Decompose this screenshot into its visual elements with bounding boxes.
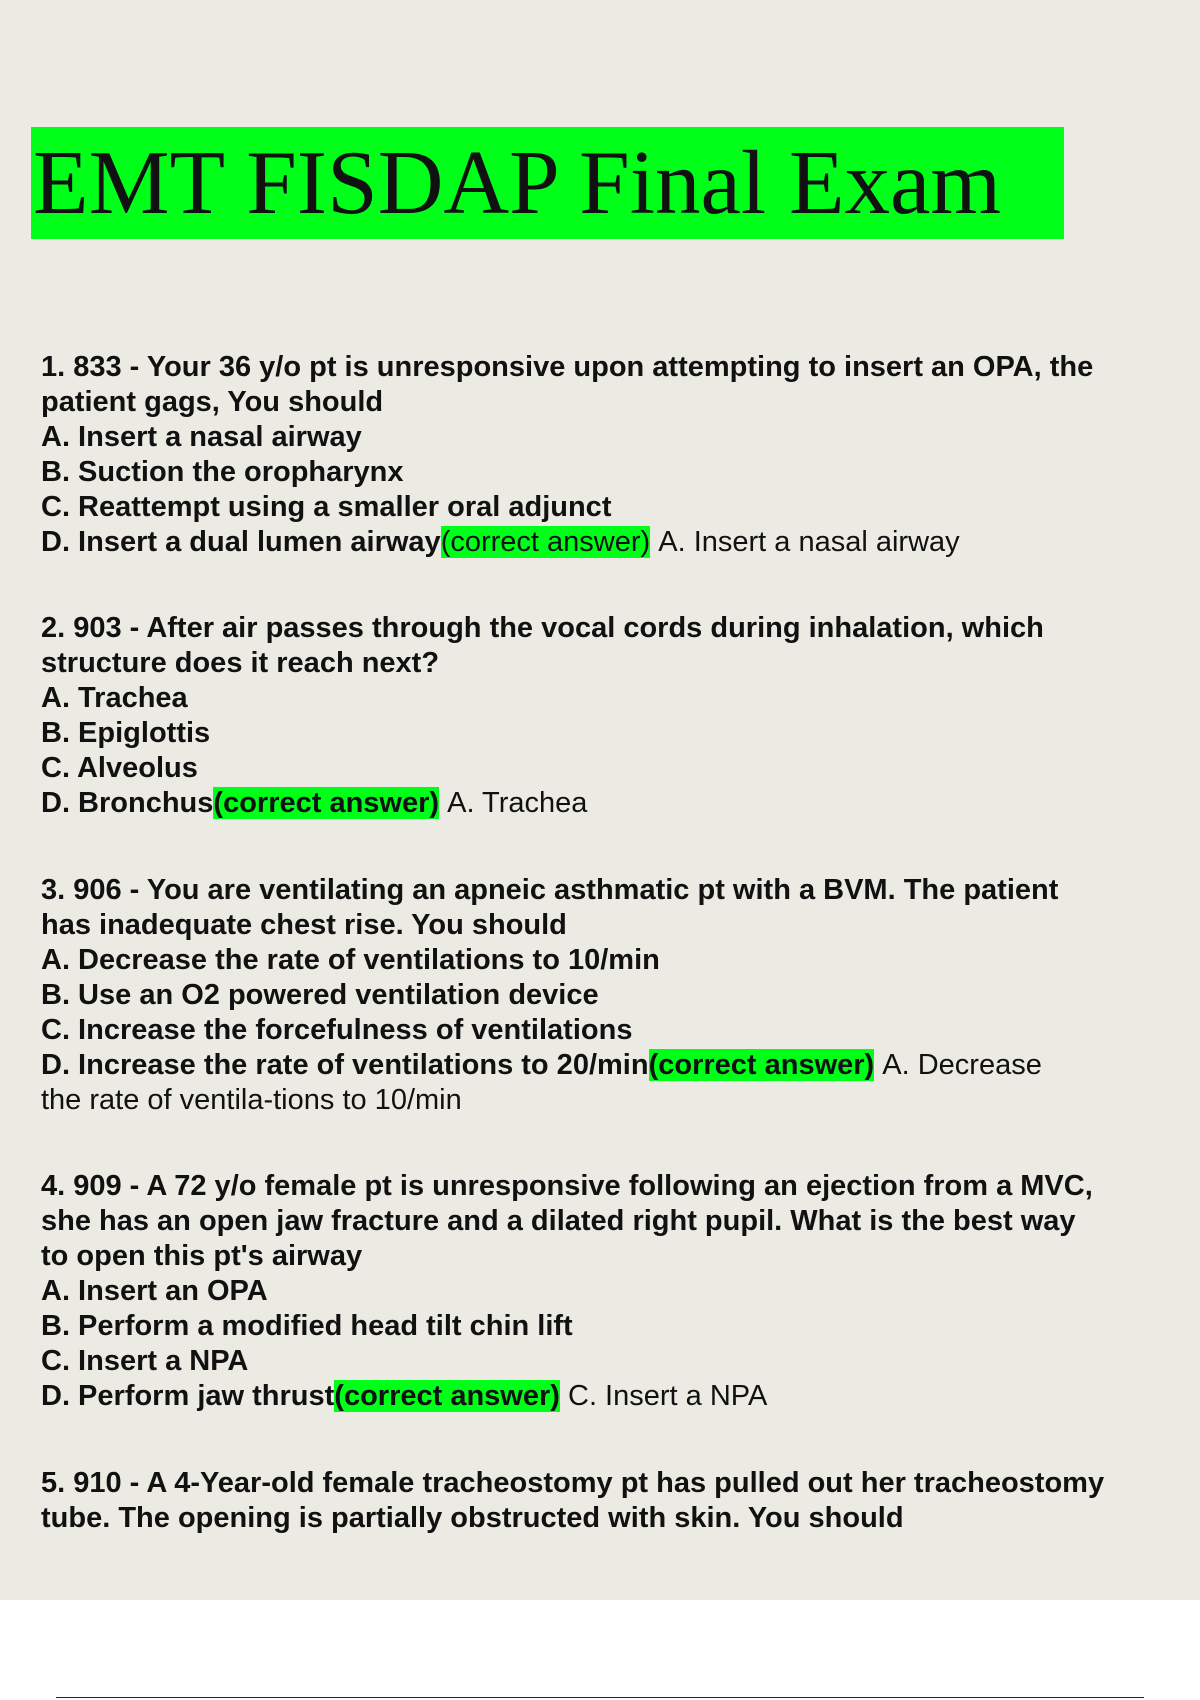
question-stem-line: 5. 910 - A 4-Year-old female tracheostomy pt has pulled out her tracheostomy bbox=[41, 1467, 1105, 1499]
question-stem-line: 1. 833 - Your 36 y/o pt is unresponsive upon attempting to insert an OPA, the bbox=[41, 351, 1094, 383]
title-highlight bbox=[31, 127, 1064, 239]
question-stem-line: she has an open jaw fracture and a dilated right pupil. What is the best way bbox=[41, 1205, 1076, 1237]
correct-answer: A. Trachea bbox=[447, 787, 588, 819]
option-b: B. Use an O2 powered ventilation device bbox=[41, 979, 599, 1011]
correct-answer-tag: (correct answer) bbox=[648, 1049, 875, 1081]
correct-answer: A. Insert a nasal airway bbox=[658, 526, 960, 558]
question-4 bbox=[41, 1169, 1200, 1414]
correct-answer: C. Insert a NPA bbox=[568, 1380, 768, 1412]
option-d: D. Bronchus bbox=[41, 787, 214, 819]
option-b: B. Perform a modified head tilt chin lift bbox=[41, 1310, 573, 1342]
option-d: D. Increase the rate of ventilations to 20/min bbox=[41, 1049, 649, 1081]
option-a: A. Insert an OPA bbox=[41, 1275, 268, 1307]
option-a: A. Trachea bbox=[41, 682, 188, 714]
option-b: B. Epiglottis bbox=[41, 717, 211, 749]
correct-answer: A. Decrease bbox=[882, 1049, 1042, 1081]
correct-answer-tag: (correct answer) bbox=[334, 1380, 560, 1412]
question-stem-line: patient gags, You should bbox=[41, 386, 384, 418]
correct-answer-tag: (correct answer) bbox=[440, 526, 651, 558]
correct-answer-tag: (correct answer) bbox=[213, 787, 440, 819]
page-title: EMT FISDAP Final Exam bbox=[33, 132, 1002, 233]
question-1 bbox=[41, 350, 1200, 560]
option-d-line bbox=[41, 525, 1200, 560]
question-stem-line: to open this pt's airway bbox=[41, 1240, 363, 1272]
option-a: A. Insert a nasal airway bbox=[41, 421, 362, 453]
option-d: D. Insert a dual lumen airway bbox=[41, 526, 441, 558]
option-d-line bbox=[41, 786, 1200, 821]
question-stem-line: structure does it reach next? bbox=[41, 647, 440, 679]
footer-divider bbox=[56, 1697, 1144, 1698]
option-c: C. Alveolus bbox=[41, 752, 198, 784]
option-c: C. Reattempt using a smaller oral adjunct bbox=[41, 491, 612, 523]
option-d: D. Perform jaw thrust bbox=[41, 1380, 335, 1412]
question-3 bbox=[41, 873, 1200, 1118]
question-stem-line: 3. 906 - You are ventilating an apneic asthmatic pt with a BVM. The patient bbox=[41, 874, 1059, 906]
correct-answer-continued: the rate of ventila-tions to 10/min bbox=[41, 1084, 462, 1116]
option-c: C. Insert a NPA bbox=[41, 1345, 249, 1377]
question-stem-line: has inadequate chest rise. You should bbox=[41, 909, 567, 941]
question-stem-line: 2. 903 - After air passes through the vocal cords during inhalation, which bbox=[41, 612, 1044, 644]
question-2 bbox=[41, 611, 1200, 821]
question-stem-line: 4. 909 - A 72 y/o female pt is unresponsive following an ejection from a MVC, bbox=[41, 1170, 1093, 1202]
option-d-line bbox=[41, 1379, 1200, 1414]
option-c: C. Increase the forcefulness of ventilations bbox=[41, 1014, 633, 1046]
option-a: A. Decrease the rate of ventilations to 10/min bbox=[41, 944, 660, 976]
question-5 bbox=[41, 1466, 1200, 1536]
option-b: B. Suction the oropharynx bbox=[41, 456, 404, 488]
question-stem-line: tube. The opening is partially obstructed with skin. You should bbox=[41, 1502, 904, 1534]
option-d-line bbox=[41, 1048, 1200, 1083]
